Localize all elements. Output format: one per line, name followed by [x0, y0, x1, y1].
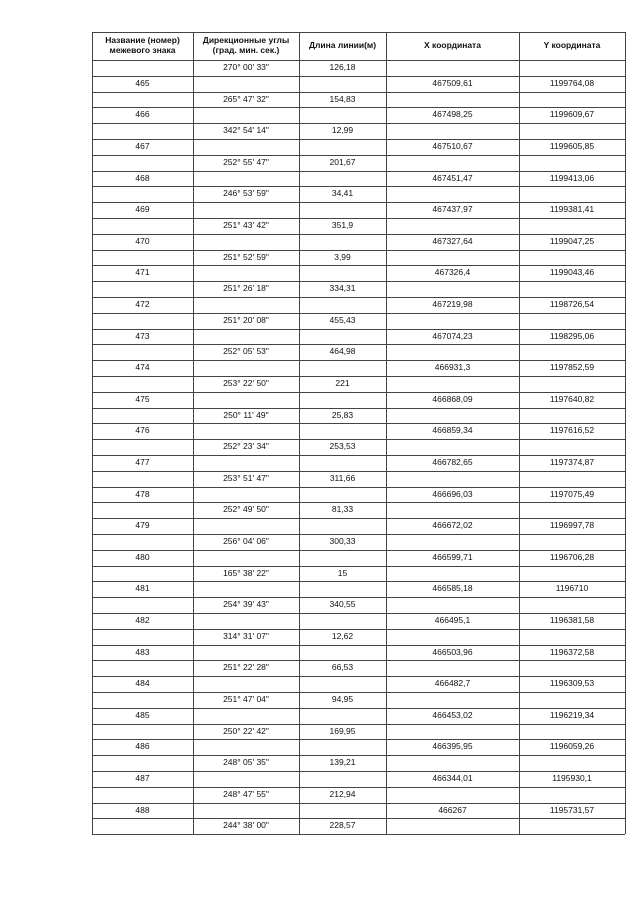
x-coordinate: 467498,25 — [432, 109, 473, 120]
x-coordinate: 466395,95 — [432, 741, 473, 752]
y-coordinate: 1196059,26 — [549, 741, 595, 752]
table-horizontal-rule — [92, 755, 625, 756]
y-coordinate: 1196706,28 — [549, 551, 595, 562]
line-length: 25,83 — [331, 409, 354, 420]
y-coordinate: 1199609,67 — [549, 109, 595, 120]
direction-angle: 252° 49' 50" — [223, 504, 269, 515]
boundary-point-name: 474 — [135, 362, 150, 373]
boundary-point-name: 475 — [135, 393, 150, 404]
line-length: 15 — [337, 567, 348, 578]
y-coordinate: 1199764,08 — [549, 77, 595, 88]
y-coordinate: 1198726,54 — [549, 299, 595, 309]
y-coordinate: 1199413,06 — [549, 172, 595, 183]
x-coordinate: 466696,03 — [432, 488, 473, 499]
direction-angle: 251° 43' 42" — [223, 220, 269, 230]
table-horizontal-rule — [92, 60, 625, 61]
table-vertical-rule — [193, 32, 194, 834]
boundary-point-name: 481 — [135, 583, 150, 594]
y-coordinate: 1197075,49 — [549, 488, 595, 499]
y-coordinate: 1199047,25 — [549, 235, 595, 246]
direction-angle: 251° 47' 04" — [223, 694, 269, 704]
boundary-point-name: 466 — [135, 109, 150, 120]
table-horizontal-rule — [92, 676, 625, 677]
x-coordinate: 466859,34 — [432, 425, 473, 436]
header-x-column: X координата — [424, 40, 481, 50]
x-coordinate: 466482,7 — [434, 678, 471, 689]
boundary-point-name: 488 — [135, 804, 150, 815]
direction-angle: 252° 05' 53" — [223, 346, 269, 357]
table-horizontal-rule — [92, 660, 625, 661]
y-coordinate: 1197616,52 — [549, 425, 595, 436]
table-horizontal-rule — [92, 171, 625, 172]
table-horizontal-rule — [92, 471, 625, 472]
line-length: 12,62 — [331, 630, 354, 641]
boundary-points-table — [92, 32, 625, 834]
line-length: 126,18 — [329, 62, 356, 72]
line-length: 311,66 — [329, 472, 356, 483]
line-length: 334,31 — [329, 283, 356, 294]
y-coordinate: 1196309,53 — [549, 678, 595, 689]
table-horizontal-rule — [92, 487, 625, 488]
table-horizontal-rule — [92, 787, 625, 788]
x-coordinate: 466453,02 — [432, 709, 473, 720]
header-angle-column: Дирекционные углы (град. мин. сек.) — [202, 35, 290, 55]
y-coordinate: 1196381,58 — [549, 615, 595, 625]
direction-angle: 250° 11' 49" — [223, 409, 269, 420]
boundary-point-name: 480 — [135, 551, 150, 562]
table-vertical-rule — [299, 32, 300, 834]
line-length: 139,21 — [329, 757, 356, 768]
boundary-point-name: 483 — [135, 646, 150, 657]
boundary-point-name: 485 — [135, 709, 150, 720]
y-coordinate: 1199381,41 — [549, 204, 595, 215]
table-horizontal-rule — [92, 281, 625, 282]
x-coordinate: 467437,97 — [432, 204, 473, 215]
table-horizontal-rule — [92, 534, 625, 535]
x-coordinate: 467510,67 — [432, 141, 473, 151]
direction-angle: 251° 22' 28" — [223, 662, 269, 673]
y-coordinate: 1197374,87 — [549, 457, 595, 467]
y-coordinate: 1196372,58 — [549, 646, 595, 657]
table-horizontal-rule — [92, 376, 625, 377]
direction-angle: 342° 54' 14" — [223, 125, 269, 136]
header-name-column: Название (номер) межевого знака — [105, 35, 180, 55]
boundary-point-name: 482 — [135, 615, 150, 625]
direction-angle: 248° 05' 35" — [223, 757, 269, 768]
x-coordinate: 466931,3 — [434, 362, 471, 373]
line-length: 12,99 — [331, 125, 354, 136]
direction-angle: 251° 26' 18" — [223, 283, 269, 294]
direction-angle: 252° 23' 34" — [223, 441, 269, 452]
table-horizontal-rule — [92, 518, 625, 519]
direction-angle: 254° 39' 43" — [223, 599, 269, 610]
line-length: 212,94 — [329, 788, 356, 799]
table-horizontal-rule — [92, 613, 625, 614]
y-coordinate: 1199605,85 — [549, 141, 595, 151]
direction-angle: 251° 52' 59" — [223, 251, 269, 262]
line-length: 3,99 — [334, 251, 351, 262]
boundary-point-name: 472 — [135, 299, 150, 309]
table-horizontal-rule — [92, 265, 625, 266]
x-coordinate: 466267 — [438, 804, 467, 815]
line-length: 81,33 — [331, 504, 354, 515]
direction-angle: 250° 22' 42" — [223, 725, 269, 736]
line-length: 300,33 — [329, 536, 356, 546]
table-horizontal-rule — [92, 360, 625, 361]
line-length: 34,41 — [331, 188, 354, 199]
table-horizontal-rule — [92, 32, 625, 33]
table-horizontal-rule — [92, 724, 625, 725]
line-length: 464,98 — [329, 346, 356, 357]
boundary-point-name: 477 — [135, 457, 150, 467]
table-horizontal-rule — [92, 739, 625, 740]
direction-angle: 246° 53' 59" — [223, 188, 269, 199]
direction-angle: 256° 04' 06" — [223, 536, 269, 546]
x-coordinate: 467451,47 — [432, 172, 473, 183]
table-horizontal-rule — [92, 818, 625, 819]
table-horizontal-rule — [92, 455, 625, 456]
x-coordinate: 467509,61 — [432, 77, 473, 88]
line-length: 351,9 — [331, 220, 354, 230]
boundary-point-name: 470 — [135, 235, 150, 246]
header-y-column: Y координата — [543, 40, 601, 50]
direction-angle: 314° 31' 07" — [223, 630, 269, 641]
table-horizontal-rule — [92, 234, 625, 235]
boundary-point-name: 468 — [135, 172, 150, 183]
boundary-point-name: 467 — [135, 141, 150, 151]
x-coordinate: 466495,1 — [434, 615, 471, 625]
line-length: 221 — [335, 378, 350, 388]
x-coordinate: 467327,64 — [432, 235, 473, 246]
table-horizontal-rule — [92, 408, 625, 409]
table-horizontal-rule — [92, 439, 625, 440]
table-horizontal-rule — [92, 502, 625, 503]
y-coordinate: 1199043,46 — [549, 267, 595, 278]
x-coordinate: 467326,4 — [434, 267, 471, 278]
table-horizontal-rule — [92, 566, 625, 567]
table-horizontal-rule — [92, 155, 625, 156]
boundary-point-name: 487 — [135, 773, 150, 783]
x-coordinate: 466672,02 — [432, 520, 473, 531]
y-coordinate: 1196710 — [555, 583, 589, 594]
direction-angle: 252° 55' 47" — [223, 156, 269, 167]
direction-angle: 251° 20' 08" — [223, 314, 269, 325]
boundary-point-name: 476 — [135, 425, 150, 436]
table-horizontal-rule — [92, 550, 625, 551]
line-length: 340,55 — [329, 599, 356, 610]
table-horizontal-rule — [92, 771, 625, 772]
line-length: 455,43 — [329, 314, 356, 325]
x-coordinate: 466344,01 — [432, 773, 473, 783]
table-horizontal-rule — [92, 250, 625, 251]
table-horizontal-rule — [92, 123, 625, 124]
line-length: 154,83 — [329, 93, 356, 104]
table-horizontal-rule — [92, 708, 625, 709]
x-coordinate: 467074,23 — [432, 330, 473, 341]
table-horizontal-rule — [92, 202, 625, 203]
table-horizontal-rule — [92, 645, 625, 646]
y-coordinate: 1195930,1 — [552, 773, 592, 783]
line-length: 66,53 — [331, 662, 354, 673]
y-coordinate: 1197640,82 — [549, 393, 595, 404]
x-coordinate: 466503,96 — [432, 646, 473, 657]
x-coordinate: 466585,18 — [432, 583, 473, 594]
table-horizontal-rule — [92, 834, 625, 835]
table-horizontal-rule — [92, 297, 625, 298]
table-horizontal-rule — [92, 76, 625, 77]
x-coordinate: 466599,71 — [432, 551, 473, 562]
y-coordinate: 1198295,06 — [549, 330, 595, 341]
header-length-column: Длина линии(м) — [308, 40, 377, 50]
table-horizontal-rule — [92, 186, 625, 187]
table-vertical-rule — [625, 32, 626, 834]
direction-angle: 248° 47' 55" — [223, 788, 269, 799]
boundary-point-name: 465 — [135, 77, 150, 88]
y-coordinate: 1195731,57 — [549, 804, 595, 815]
direction-angle: 244° 38' 00" — [223, 820, 269, 831]
direction-angle: 265° 47' 32" — [223, 93, 269, 104]
table-horizontal-rule — [92, 329, 625, 330]
x-coordinate: 466782,65 — [432, 457, 473, 467]
table-horizontal-rule — [92, 629, 625, 630]
y-coordinate: 1197852,59 — [549, 362, 595, 373]
table-horizontal-rule — [92, 313, 625, 314]
y-coordinate: 1196997,78 — [549, 520, 595, 531]
table-horizontal-rule — [92, 581, 625, 582]
line-length: 228,57 — [329, 820, 356, 831]
x-coordinate: 466868,09 — [432, 393, 473, 404]
boundary-point-name: 484 — [135, 678, 150, 689]
boundary-point-name: 478 — [135, 488, 150, 499]
x-coordinate: 467219,98 — [432, 299, 473, 309]
table-horizontal-rule — [92, 139, 625, 140]
table-horizontal-rule — [92, 597, 625, 598]
line-length: 169,95 — [329, 725, 356, 736]
table-horizontal-rule — [92, 344, 625, 345]
table-horizontal-rule — [92, 107, 625, 108]
y-coordinate: 1196219,34 — [549, 709, 595, 720]
direction-angle: 165° 38' 22" — [223, 567, 269, 578]
line-length: 94,95 — [331, 694, 354, 704]
boundary-point-name: 471 — [135, 267, 150, 278]
direction-angle: 253° 51' 47" — [223, 472, 269, 483]
direction-angle: 253° 22' 50" — [223, 378, 269, 388]
table-horizontal-rule — [92, 218, 625, 219]
boundary-point-name: 486 — [135, 741, 150, 752]
line-length: 253,53 — [329, 441, 356, 452]
table-horizontal-rule — [92, 423, 625, 424]
boundary-point-name: 469 — [135, 204, 150, 215]
table-horizontal-rule — [92, 92, 625, 93]
boundary-point-name: 479 — [135, 520, 150, 531]
direction-angle: 270° 00' 33" — [223, 62, 269, 72]
line-length: 201,67 — [329, 156, 356, 167]
table-horizontal-rule — [92, 392, 625, 393]
boundary-point-name: 473 — [135, 330, 150, 341]
table-horizontal-rule — [92, 692, 625, 693]
table-horizontal-rule — [92, 803, 625, 804]
